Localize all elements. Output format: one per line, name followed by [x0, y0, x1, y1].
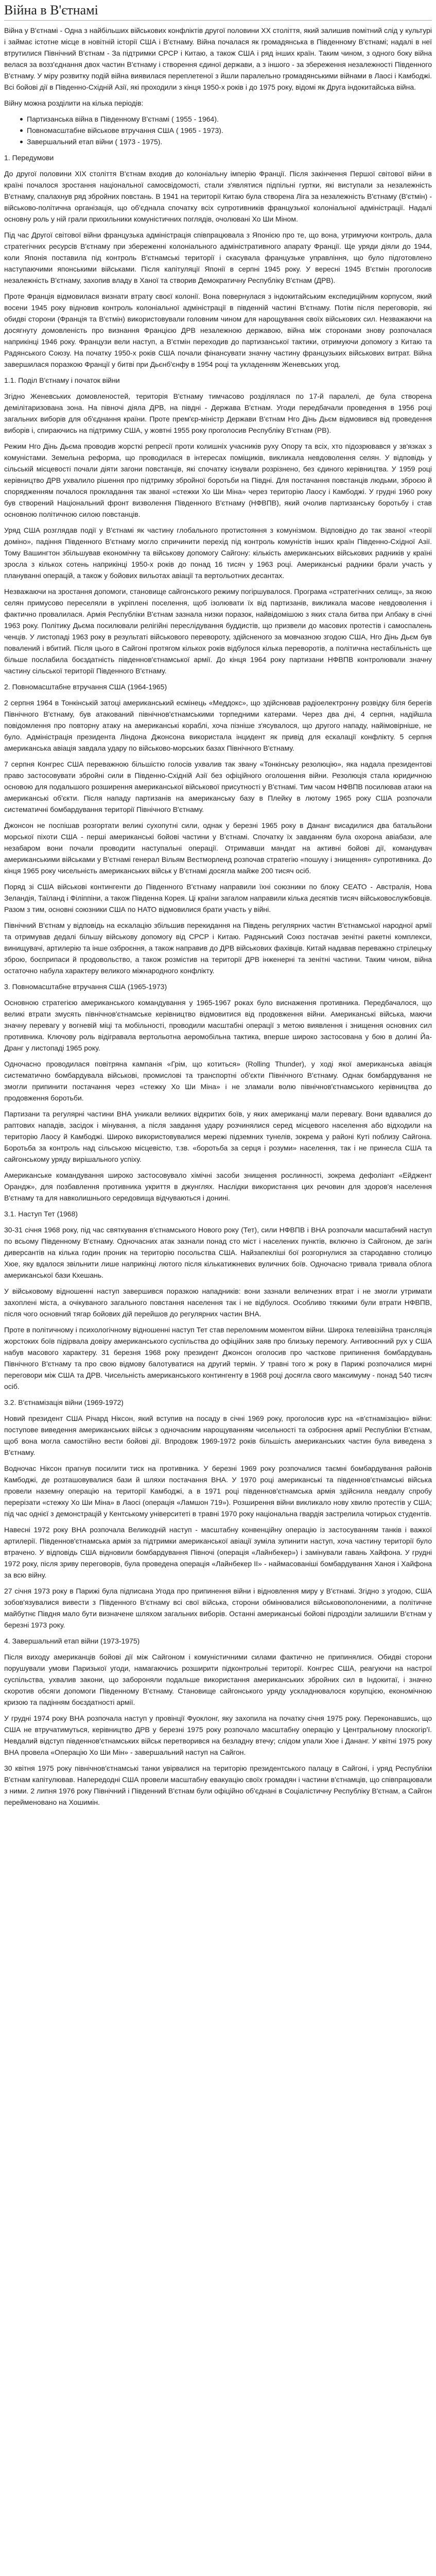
period-item: Завершальний етап війни ( 1973 - 1975).: [27, 136, 432, 147]
paragraph: Північний В'єтнам у відповідь на ескалацію збільшив перекидання на Південь регулярних частин В'єтнамської народної армії та отримував дедалі більшу військову допомогу від СРСР і Китаю. Радянський Союз постачав зенітні ракетні комплекси, винищувачі, артилерію та інше озброєння, а також направив до ДРВ військових фахівців. Китай надавав переважно стрілецьку зброю, боєприпаси й продовольство, а також розмістив на території ДРВ інженерні та зенітні частини. Таким чином, війна остаточно набула характеру великого міжнародного конфлікту.: [4, 921, 432, 975]
section-heading: 3. Повномасштабне втручання США (1965-1973): [4, 982, 167, 991]
periods-list: [27, 113, 432, 147]
paragraph: 7 серпня Конгрес США переважною більшістю голосів ухвалив так звану «Тонкінську резолюцію», яка надала президентові право застосовувати збройні сили в Південно-Східній Азії без офіційного оголошення війни. Резолюція стала юридичною основою для подальшого розширення американської військової присутності у В'єтнамі. Тим часом НФВПВ посилював атаки на американські об'єкти. Після нападу партизанів на американську базу в Плейку в лютому 1965 року США розпочали систематичні бомбардування території Північного В'єтнаму.: [4, 760, 432, 814]
section-heading: 4. Завершальний етап війни (1973-1975): [4, 1637, 140, 1645]
paragraph: Навесні 1972 року ВНА розпочала Великодній наступ - масштабну конвенційну операцію із застосуванням танків і важкої артилерії. Південнов'єтнамська армія за підтримки американської авіації зуміла зупинити наступ, хоча частину території було втрачено. У відповідь США відновили бомбардування Півночі (операція «Лайнбекер») і замінували гавань Хайфона. У грудні 1972 року, після зриву переговорів, була проведена операція «Лайнбекер II» - наймасованіші бомбардування Ханоя і Хайфона за всю війну.: [4, 1526, 432, 1579]
paragraph: У військовому відношенні наступ завершився поразкою нападників: вони зазнали величезних втрат і не змогли утримати захоплені міста, а очікуваного загального повстання населення так і не відбулося. Особливо тяжкими були втрати НФВПВ, після чого основний тягар бойових дій перейшов до регулярних частин ВНА.: [4, 1287, 432, 1318]
article: [4, 2, 432, 1808]
paragraph: До другої половини XIX століття В'єтнам входив до колоніальну імперію Франції. Після закінчення Першої світової війни в країні почалося зростання національної самосвідомості, стали з'являтися підпільні гуртки, які виступали за незалежність В'єтнаму, спалахнув ряд збройних повстань. В 1941 на території Китаю була створена Ліга за незалежність В'єтнаму (В'єтмін) - військово-політична організація, що об'єднала спочатку всіх супротивників французької колоніальної адміністрації. Надалі основну роль у ній грали прихильники комуністичних поглядів, очолювані Хо Ши Міном.: [4, 170, 432, 223]
paragraph: У грудні 1974 року ВНА розпочала наступ у провінції Фуоклонг, яку захопила на початку січня 1975 року. Переконавшись, що США не втручатимуться, керівництво ДРВ у березні 1975 року розпочало масштабну операцію у Центральному плоскогір'ї. Невдалий відступ південнов'єтнамських військ перетворився на безладну втечу; слідом упали Хюе і Дананг. У квітні 1975 року ВНА провела «Операцію Хо Ши Мін» - завершальний наступ на Сайгон.: [4, 1714, 432, 1756]
paragraph: Водночас Ніксон прагнув посилити тиск на противника. У березні 1969 року розпочалися таємні бомбардування районів Камбоджі, де розташовувалися бази й шляхи постачання ВНА. У 1970 році американські та південнов'єтнамські війська провели наземну операцію на території Камбоджі, а в 1971 році південнов'єтнамська армія здійснила невдалу спробу перерізати «стежку Хо Ши Міна» в Лаосі (операція «Ламшон 719»). Розширення війни викликало нову хвилю протестів у США; під час однієї з демонстрацій у Кентському університеті в травні 1970 року національна гвардія застрелила чотирьох студентів.: [4, 1464, 432, 1518]
paragraph: Після виходу американців бойові дії між Сайгоном і комуністичними силами фактично не припинялися. Обидві сторони порушували умови Паризької угоди, намагаючись розширити підконтрольні території. Конгрес США, реагуючи на настрої суспільства, ухвалив закони, що забороняли подальше використання американських збройних сил в Індокитаї, і значно скоротив обсяги допомоги Південному В'єтнаму. Становище сайгонського уряду ускладнювалося корупцією, економічною кризою та падінням боєздатності армії.: [4, 1653, 432, 1706]
paragraph: Згідно Женевських домовленостей, територія В'єтнаму тимчасово розділялася по 17-й паралелі, де була створена демілітаризована зона. На півночі діяла ДРВ, на півдні - Держава В'єтнам. Угоди передбачали проведення в 1956 році загальних виборів для об'єднання країни. Проте прем'єр-міністр Держави В'єтнам Нго Дінь Дьєм відмовився від проведення виборів і, спираючись на підтримку США, у жовтні 1955 року проголосив Республіку В'єтнам (РВ).: [4, 392, 432, 434]
section-heading: 3.2. В'єтнамізація війни (1969-1972): [4, 1398, 124, 1406]
paragraph: Новий президент США Річард Ніксон, який вступив на посаду в січні 1969 року, проголосив курс на «в'єтнамізацію» війни: поступове виведення американських військ з одночасним нарощуванням чисельності та озброєння армії Республіки В'єтнам, щоб вона могла самостійно вести бойові дії. Впродовж 1969-1972 років більшість американських частин була виведена з В'єтнаму.: [4, 1414, 432, 1456]
paragraph: Поряд зі США військові контингенти до Південного В'єтнаму направили їхні союзники по блоку СЕАТО - Австралія, Нова Зеландія, Таїланд і Філіппіни, а також Південна Корея. Ці країни загалом направили кілька десятків тисяч військовослужбовців. Разом з тим, основні союзники США по НАТО відмовилися брати участь у війні.: [4, 883, 432, 913]
paragraph: Проте в політичному і психологічному відношенні наступ Тет став переломним моментом війни. Широка телевізійна трансляція жорстоких боїв підірвала довіру американського суспільства до офіційних заяв про близьку перемогу. Антивоєнний рух у США набув масового характеру. 31 березня 1968 року президент Джонсон оголосив про часткове припинення бомбардувань Північного В'єтнаму та про свою відмову балотуватися на другий термін. У травні того ж року в Парижі розпочалися мирні переговори між США та ДРВ. Чисельність американського контингенту в 1968 році досягла свого максимуму - понад 540 тисяч осіб.: [4, 1326, 432, 1391]
periods-lead: Війну можна розділити на кілька періодів:: [4, 99, 144, 107]
paragraph: Незважаючи на зростання допомоги, становище сайгонського режиму погіршувалося. Програма «стратегічних селищ», за якою селян примусово переселяли в укріплені поселення, щоб ізолювати їх від партизанів, викликала масове невдоволення і фактично провалилася. Армія Республіки В'єтнам зазнала низки поразок, найвідомішою з яких стала битва при Апбаку в січні 1963 року. Політику Дьєма посилювали релігійні переслідування буддистів, що призвели до масових протестів і самоспалень ченців. У листопаді 1963 року в результаті військового перевороту, здійсненого за мовчазною згодою США, Нго Дінь Дьєм був повалений і вбитий. Після цього в Сайгоні протягом кількох років відбулося кілька переворотів, а політична нестабільність ще більше послабила боєздатність південнов'єтнамської армії. До кінця 1964 року партизани НФВПВ контролювали значну частину сільської території Південного В'єтнаму.: [4, 587, 432, 675]
paragraph: Уряд США розглядав події у В'єтнамі як частину глобального протистояння з комунізмом. Відповідно до так званої «теорії доміно», падіння Південного В'єтнаму могло спричинити перехід під контроль комуністів інших країн Південно-Східної Азії. Тому Вашингтон збільшував економічну та військову допомогу Сайгону: кількість американських військових радників у країні зросла з кількох сотень наприкінці 1950-х років до понад 16 тисяч у 1963 році. Американські радники брали участь у плануванні операцій, а також у бойових вильотах авіації та вертольотних десантах.: [4, 526, 432, 580]
period-item: Партизанська війна в Південному В'єтнамі ( 1955 - 1964).: [27, 113, 432, 125]
paragraph: Режим Нго Дінь Дьєма проводив жорсткі репресії проти колишніх учасників руху Опору та всіх, хто підозрювався у зв'язках з комуністами. Земельна реформа, що проводилася в інтересах поміщиків, викликала невдоволення селян. У відповідь у сільській місцевості почали діяти загони повстанців, які спочатку існували розрізнено, без єдиного керівництва. У 1959 році керівництво ДРВ ухвалило рішення про підтримку збройної боротьби на Півдні. Для постачання повстанців людьми, зброєю й спорядженням почалося прокладання так званої «стежки Хо Ши Міна» через територію Лаосу і Камбоджі. У грудні 1960 року був створений Національний фронт визволення Південного В'єтнаму (НФВПВ), який очолив партизанську боротьбу і став основною політичною силою повстанців.: [4, 442, 432, 518]
paragraph: Під час Другої світової війни французька адміністрація співпрацювала з Японією про те, що вона, утримуючи контроль, дала стратегічних ресурсів В'єтнаму при збереженні колоніального адміністративного апарату Франції. Ще уряди діяли до 1944, коли Японія поставила під контроль В'єтнамські території і скасувала французьке управління, що було підготовлено наступаючими японськими військами. Після капітуляції Японії в серпні 1945 року. У вересні 1945 В'єтмін проголосив незалежність В'єтнаму, захопив владу в Ханої та створив Демократичну Республіку В'єтнам (ДРВ).: [4, 231, 432, 284]
paragraph: Партизани та регулярні частини ВНА уникали великих відкритих боїв, у яких американці мали перевагу. Вони вдавалися до раптових нападів, засідок і мінування, а після завдання удару розчинялися серед місцевого населення або відходили на територію Лаосу й Камбоджі. Широко використовувалися мережі підземних тунелів, зокрема у районі Куті поблизу Сайгона. Боротьба за контроль над сільською місцевістю, т.зв. «боротьба за серця і розуми» населення, так і не принесла США та сайгонському уряду вирішального успіху.: [4, 1110, 432, 1163]
section-heading: 1.1. Поділ В'єтнаму і початок війни: [4, 376, 120, 384]
paragraph: 30 квітня 1975 року північнов'єтнамські танки увірвалися на територію президентського палацу в Сайгоні, і уряд Республіки В'єтнам капітулював. Напередодні США провели масштабну евакуацію своїх громадян і частини в'єтнамців, що співпрацювали з ними. 2 липня 1976 року Північний і Південний В'єтнам були офіційно об'єднані в Соціалістичну Республіку В'єтнам, а Сайгон перейменовано на Хошимін.: [4, 1764, 432, 1806]
article-title: Війна в В'єтнамі: [4, 2, 432, 21]
paragraph: 27 січня 1973 року в Парижі була підписана Угода про припинення війни і відновлення миру у В'єтнамі. Згідно з угодою, США зобов'язувалися вивести з Південного В'єтнаму всі свої війська, сторони обмінювалися військовополоненими, а політичне майбутнє Півдня мало бути визначене шляхом загальних виборів. Останні американські бойові підрозділи залишили В'єтнам у березні 1973 року.: [4, 1587, 432, 1629]
paragraph: Проте Франція відмовилася визнати втрату своєї колонії. Вона повернулася з індокитайським експедиційним корпусом, який восени 1945 року відновив контроль колоніальної адміністрації в південній частині В'єтнаму. Потім після переговорів, які обидві сторони (Франція та В'єтмін) використовували головним чином для нарощування своїх військових сил. Незважаючи на досягнуту домовленість про визнання Францією ДРВ незалежною державою, війна між сторонами знову розпочалася наприкінці 1946 року. Французи вели наступ, а В'єтмін переходив до партизанської тактики, отримуючи допомогу з Китаю та Радянського Союзу. На початку 1950-х років США почали фінансувати значну частину французьких військових витрат. Війна завершилася поразкою Франції у битві при Дьєнб'єнфу в 1954 році та укладенням Женевських угод.: [4, 292, 432, 368]
section-heading: 2. Повномасштабне втручання США (1964-1965): [4, 683, 167, 691]
period-item: Повномасштабне військове втручання США ( 1965 - 1973).: [27, 125, 432, 136]
paragraph: 2 серпня 1964 в Тонкінській затоці американський есмінець «Меддокс», що здійснював радіоелектронну розвідку біля берегів Північного В'єтнаму, був атакований північнов'єтнамськими торпедними катерами. Через два дні, 4 серпня, надійшла повідомлення про повторну атаку на американські кораблі, хоча пізніше з'ясувалося, що другого нападу, найімовірніше, не було. Адміністрація президента Ліндона Джонсона використала інцидент як привід для ескалації конфлікту. 5 серпня американська авіація завдала удару по військово-морських базах Північного В'єтнаму.: [4, 699, 432, 752]
section-heading: 1. Передумови: [4, 154, 54, 162]
paragraph: Основною стратегією американського командування у 1965-1967 роках було виснаження противника. Передбачалося, що великі втрати змусять північнов'єтнамське керівництво відмовитися від продовження війни. Американські війська, маючи значну перевагу у вогневій міці та мобільності, проводили масштабні операції з метою виявлення і знищення основних сил противника. Ключову роль відігравала вертольотна аеромобільна тактика, вперше широко застосована у бою в долині Йа-Дранг у листопаді 1965 року.: [4, 998, 432, 1052]
paragraph: Американське командування широко застосовувало хімічні засоби знищення рослинності, зокрема дефоліант «Ейджент Орандж», для позбавлення противника укриття в джунглях. Наслідки використання цих речовин для здоров'я населення В'єтнаму та для навколишнього середовища відчуваються і донині.: [4, 1171, 432, 1202]
paragraph: Джонсон не поспішав розгортати великі сухопутні сили, однак у березні 1965 року в Дананг висадилися два батальйони морської піхоти США - перші американські бойові частини у В'єтнамі. Спочатку їх завданням була охорона авіабази, але незабаром вони почали проводити наступальні операції. Отримавши мандат на активні бойові дії, командувач американськими військами у В'єтнамі генерал Вільям Вестморленд розпочав стратегію «пошуку і знищення» супротивника. До кінця 1965 року чисельність американських військ у В'єтнамі досягла майже 200 тисяч осіб.: [4, 821, 432, 875]
paragraph: Одночасно проводилася повітряна кампанія «Грім, що котиться» (Rolling Thunder), у ході якої американська авіація систематично бомбардувала військові, промислові та транспортні об'єкти Північного В'єтнаму. Однак бомбардування не змогли припинити постачання через «стежку Хо Ши Міна» і не зламали волю північнов'єтнамського керівництва до продовження боротьби.: [4, 1060, 432, 1102]
intro-paragraph: Війна у В'єтнамі - Одна з найбільших військових конфліктів другої половини XX століття, який залишив помітний слід у культурі і займає істотне місце в новітній історії США і В'єтнаму. Війна почалася як громадянська в Південному В'єтнамі; надалі в неї втрутилися Північний В'єтнам - За підтримки СРСР і Китаю, а також США і ряд інших країн. Таким чином, з одного боку війна велася за возз'єднання двох частин В'єтнаму і створення єдиної держави, а з іншого - за збереження незалежності Південного В'єтнаму. У міру розвитку подій війна виявилася переплетеної з йшли паралельно громадянськими війнами в Лаосі і Камбоджі. Всі бойові дії в Південно-Східній Азії, які проходили з кінця 1950-х років і до 1975 року, відомі як Друга індокитайська війна.: [4, 26, 432, 91]
section-heading: 3.1. Наступ Тет (1968): [4, 1210, 78, 1218]
paragraph: 30-31 січня 1968 року, під час святкування в'єтнамського Нового року (Тет), сили НФВПВ і ВНА розпочали масштабний наступ по всьому Південному В'єтнаму. Одночасних атак зазнали понад сто міст і населених пунктів, включно із Сайгоном, де загін диверсантів на кілька годин проник на територію посольства США. Найзапекліші бої розгорнулися за стародавню столицю Хюе, яку вдалося звільнити лише наприкінці лютого після кількатижневих вуличних боїв. Одночасно тривала тривала облога американської бази Кхешань.: [4, 1226, 432, 1279]
